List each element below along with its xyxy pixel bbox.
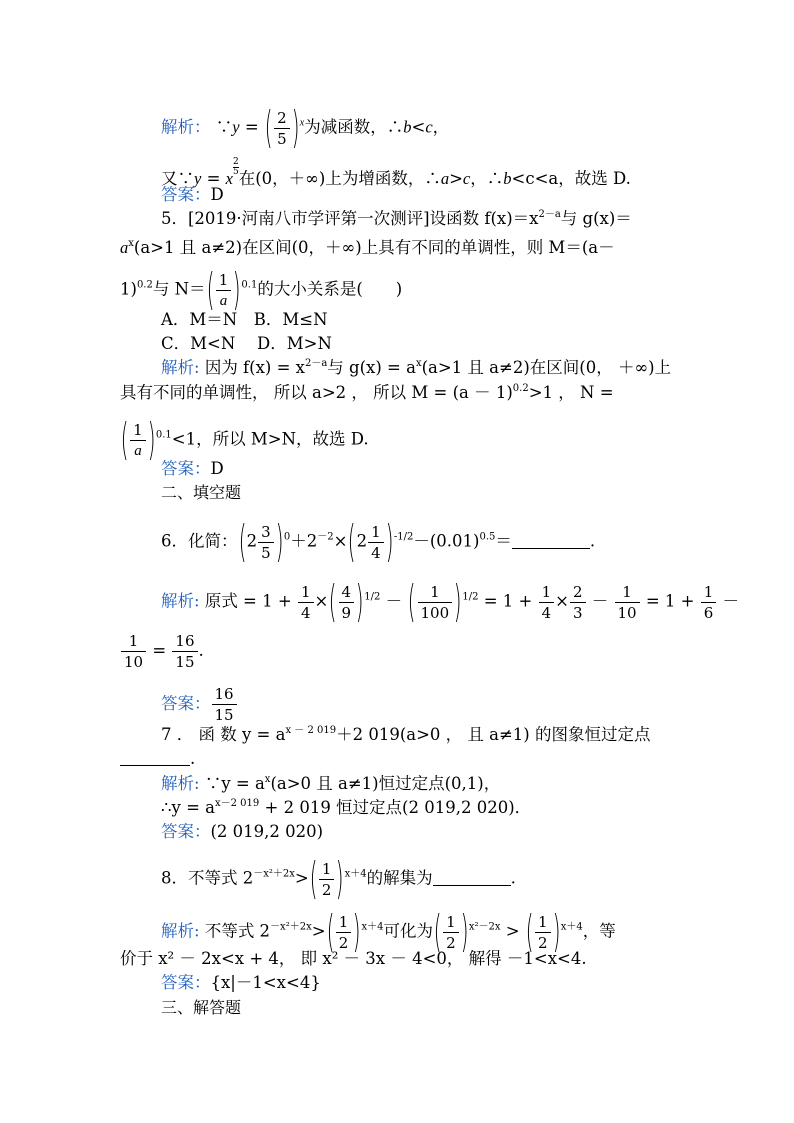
- answer-line-6: 答案： $\frac{16}{15}$: [161, 684, 238, 725]
- section-heading-fill-in: 二、填空题: [161, 483, 242, 502]
- question-7-line-1: 7 ． 函 数 $y = a^{x - 2 019}+2$ 019(a>0 ， 且 a≠1) 的图象恒过定点: [161, 725, 651, 744]
- answer-blank: [512, 548, 590, 549]
- fraction: $\frac{1}{a}$: [216, 270, 232, 311]
- solution-7-line-1: 解析: ∵y = $a^x(a>0$ 且 a≠1)恒过定点(0,1)，: [161, 774, 501, 793]
- answer-line-1: 答案：D: [161, 185, 224, 204]
- solution-8-line-2: 价于 x² － 2x<x + 4， 即 x² － 3x － 4<0， 解得 －1<x<4.: [120, 949, 587, 968]
- solution-5-line-2: 具有不同的单调性， 所以 a>2 ， 所以 $M = (a - 1)^{0.2}>1$ ， N =: [120, 383, 614, 402]
- question-5-line-1: 5．[2019·河南八市学评第一次测评]设函数 $f(x)=x^{2-a}$与 g(x)＝: [161, 209, 632, 228]
- section-heading-answer-questions: 三、解答题: [161, 998, 242, 1017]
- solution-7-line-2: ∴y = $a^{x-2 019} + 2$ 019 恒过定点(2 019,2 020)．: [161, 798, 532, 817]
- question-6: 6．化简：(2 $\frac{3}{5}$ )$^0+2^{-2}\times(2$ $\frac{1}{4}$ )$^{-1/2}-(0.01)^{0.5}=$ .: [161, 516, 596, 567]
- solution-line-2: 又∵y = x $^{\frac{2}{5}}$ 在(0，＋∞)上为增函数，∴a>c，∴b<c<a，故选 D.: [161, 157, 631, 188]
- answer-line-7: 答案：(2 019,2 020): [161, 822, 324, 841]
- solution-line-1: 解析： ∵y = ( $\frac{2}{5}$ )$^x$为减函数，∴b<c，: [161, 102, 450, 153]
- fraction: $\frac{1}{a}$: [130, 420, 146, 461]
- solution-8-line-1: 解析: 不等式 $2^{-x^2+2x}>$( $\frac{1}{2}$ )$^{x+4}$可化为( $\frac{1}{2}$ )$^{x^2-2x}$ > ( $\frac{1}{2}$ )$^{x+4}$，等: [161, 906, 616, 957]
- solution-5-line-1: 解析: 因为 $f(x) = x^{2-a}$与 $g(x) = a^x(a>1$ 且 a≠2)在区间(0， ＋∞)上: [161, 358, 672, 377]
- question-8: 8．不等式 $2^{-x^2+2x}>$( $\frac{1}{2}$ )$^{x+4}$的解集为 .: [161, 853, 516, 904]
- answer-label: 答案: [161, 185, 194, 204]
- option-a-b: A．M＝N B．M≤N: [161, 310, 328, 329]
- question-5-line-3: 1)$^{0.2}$与 N＝( $\frac{1}{a}$ )$^{0.1}$的大小关系是( ): [120, 264, 403, 315]
- question-7-line-2: .: [120, 748, 195, 770]
- question-5-line-2: $a^x(a>1$ 且 a≠2)在区间(0，＋∞)上具有不同的单调性，则 M＝(a－: [120, 238, 615, 257]
- answer-line-8: 答案：{x|－1<x<4}: [161, 973, 321, 992]
- answer-blank: [120, 765, 190, 766]
- solution-5-line-3: ( $\frac{1}{a}$ )$^{0.1}$<1，所以 M>N，故选 D.: [120, 414, 369, 465]
- fraction: $\frac{2}{5}$: [274, 108, 290, 149]
- answer-line-5: 答案：D: [161, 459, 224, 478]
- answer-blank: [433, 885, 511, 886]
- solution-6-line-1: 解析: 原式 = 1 + $\frac{1}{4}$ ×( $\frac{4}{9}$ )$^{1/2}$ － ( $\frac{1}{100}$ )$^{1/2}$ = 1 + $\frac{1}{4}$ × $\frac{2}{3}$ － $\frac{1}{10}$ = 1 + $\frac{1}{6}$ －: [161, 576, 740, 627]
- solution-6-line-2: $\frac{1}{10}$ = $\frac{16}{15}$ .: [120, 631, 204, 672]
- option-c-d: C．M<N D．M>N: [161, 334, 332, 353]
- analysis-label: 解析: [161, 117, 194, 137]
